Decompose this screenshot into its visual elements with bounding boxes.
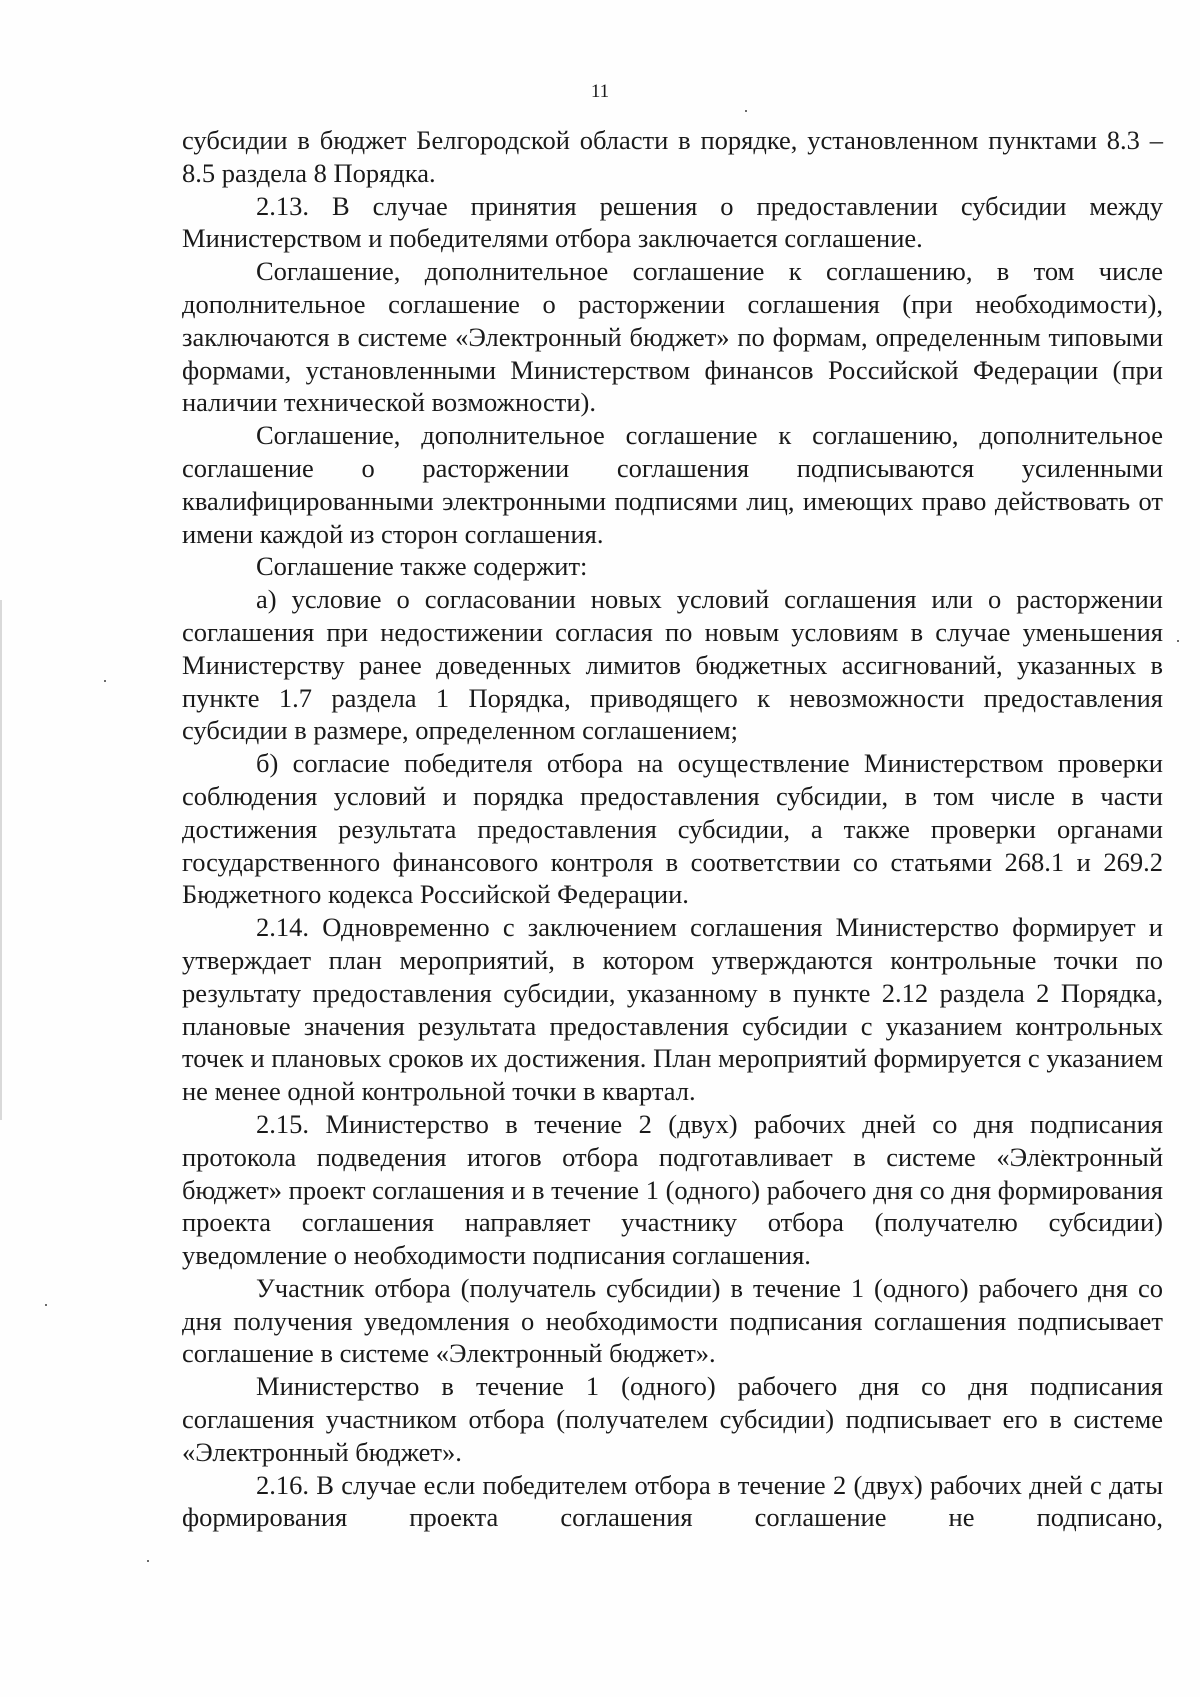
paragraph-agreement-contains: Соглашение также содержит:	[256, 551, 588, 582]
list-item-a: а) условие о согласовании новых условий соглашения или о расторжении соглашения при недостижении согласия по новым условиям в случае уменьшения Министерству ранее доведенных лимитов бюджетных ассигнований, указанных в пункте 1.7 раздела 1 Порядка, приводящего к невозможности предоставления субсидии в размере, определенном соглашением;	[182, 584, 1163, 746]
scan-speck	[1177, 640, 1179, 642]
scan-speck	[104, 680, 106, 682]
paragraph-2-16: 2.16. В случае если победителем отбора в течение 2 (двух) рабочих дней с даты формирования проекта соглашения соглашение не подписано,	[182, 1469, 1163, 1533]
paragraph-agreement-forms: Соглашение, дополнительное соглашение к соглашению, в том числе дополнительное соглашение о расторжении соглашения (при необходимости), заключаются в системе «Электронный бюджет» по формам, определенным типовыми формами, установленными Министерством финансов Российской Федерации (при наличии технической возможности).	[182, 256, 1163, 418]
scan-speck	[745, 110, 747, 112]
list-item-b: б) согласие победителя отбора на осуществление Министерством проверки соблюдения условий и порядка предоставления субсидии, в том числе в части достижения результата предоставления субсидии, а также проверки органами государственного финансового контроля в соответствии со статьями 268.1 и 269.2 Бюджетного кодекса Российской Федерации.	[182, 748, 1163, 910]
scan-speck	[45, 1304, 47, 1306]
paragraph-participant-signs: Участник отбора (получатель субсидии) в течение 1 (одного) рабочего дня со дня получения уведомления о необходимости подписания соглашения подписывает соглашение в системе «Электронный бюджет».	[182, 1272, 1163, 1369]
document-body	[182, 124, 1163, 1534]
paragraph-2-15: 2.15. Министерство в течение 2 (двух) рабочих дней со дня подписания протокола подведения итогов отбора подготавливает в системе «Электронный бюджет» проект соглашения и в течение 1 (одного) рабочего дня со дня формирования проекта соглашения направляет участнику отбора (получателю субсидии) уведомление о необходимости подписания соглашения.	[182, 1108, 1163, 1271]
page-number: 11	[590, 81, 610, 102]
paragraph-2-13: 2.13. В случае принятия решения о предоставлении субсидии между Министерством и победителями отбора заключается соглашение.	[182, 190, 1163, 254]
scan-speck	[147, 1560, 149, 1562]
scan-edge-shadow	[0, 600, 2, 1120]
paragraph-continuation: субсидии в бюджет Белгородской области в порядке, установленном пунктами 8.3 – 8.5 раздела 8 Порядка.	[182, 125, 1163, 188]
paragraph-2-14: 2.14. Одновременно с заключением соглашения Министерство формирует и утверждает план мероприятий, в котором утверждаются контрольные точки по результату предоставления субсидии, указанному в пункте 2.12 раздела 2 Порядка, плановые значения результата предоставления субсидии с указанием контрольных точек и плановых сроков их достижения. План мероприятий формируется с указанием не менее одной контрольной точки в квартал.	[182, 912, 1163, 1107]
paragraph-agreement-signatures: Соглашение, дополнительное соглашение к соглашению, дополнительное соглашение о расторжении соглашения подписываются усиленными квалифицированными электронными подписями лиц, имеющих право действовать от имени каждой из сторон соглашения.	[182, 420, 1163, 549]
paragraph-ministry-signs: Министерство в течение 1 (одного) рабочего дня со дня подписания соглашения участником отбора (получателем субсидии) подписывает его в системе «Электронный бюджет».	[182, 1371, 1163, 1467]
